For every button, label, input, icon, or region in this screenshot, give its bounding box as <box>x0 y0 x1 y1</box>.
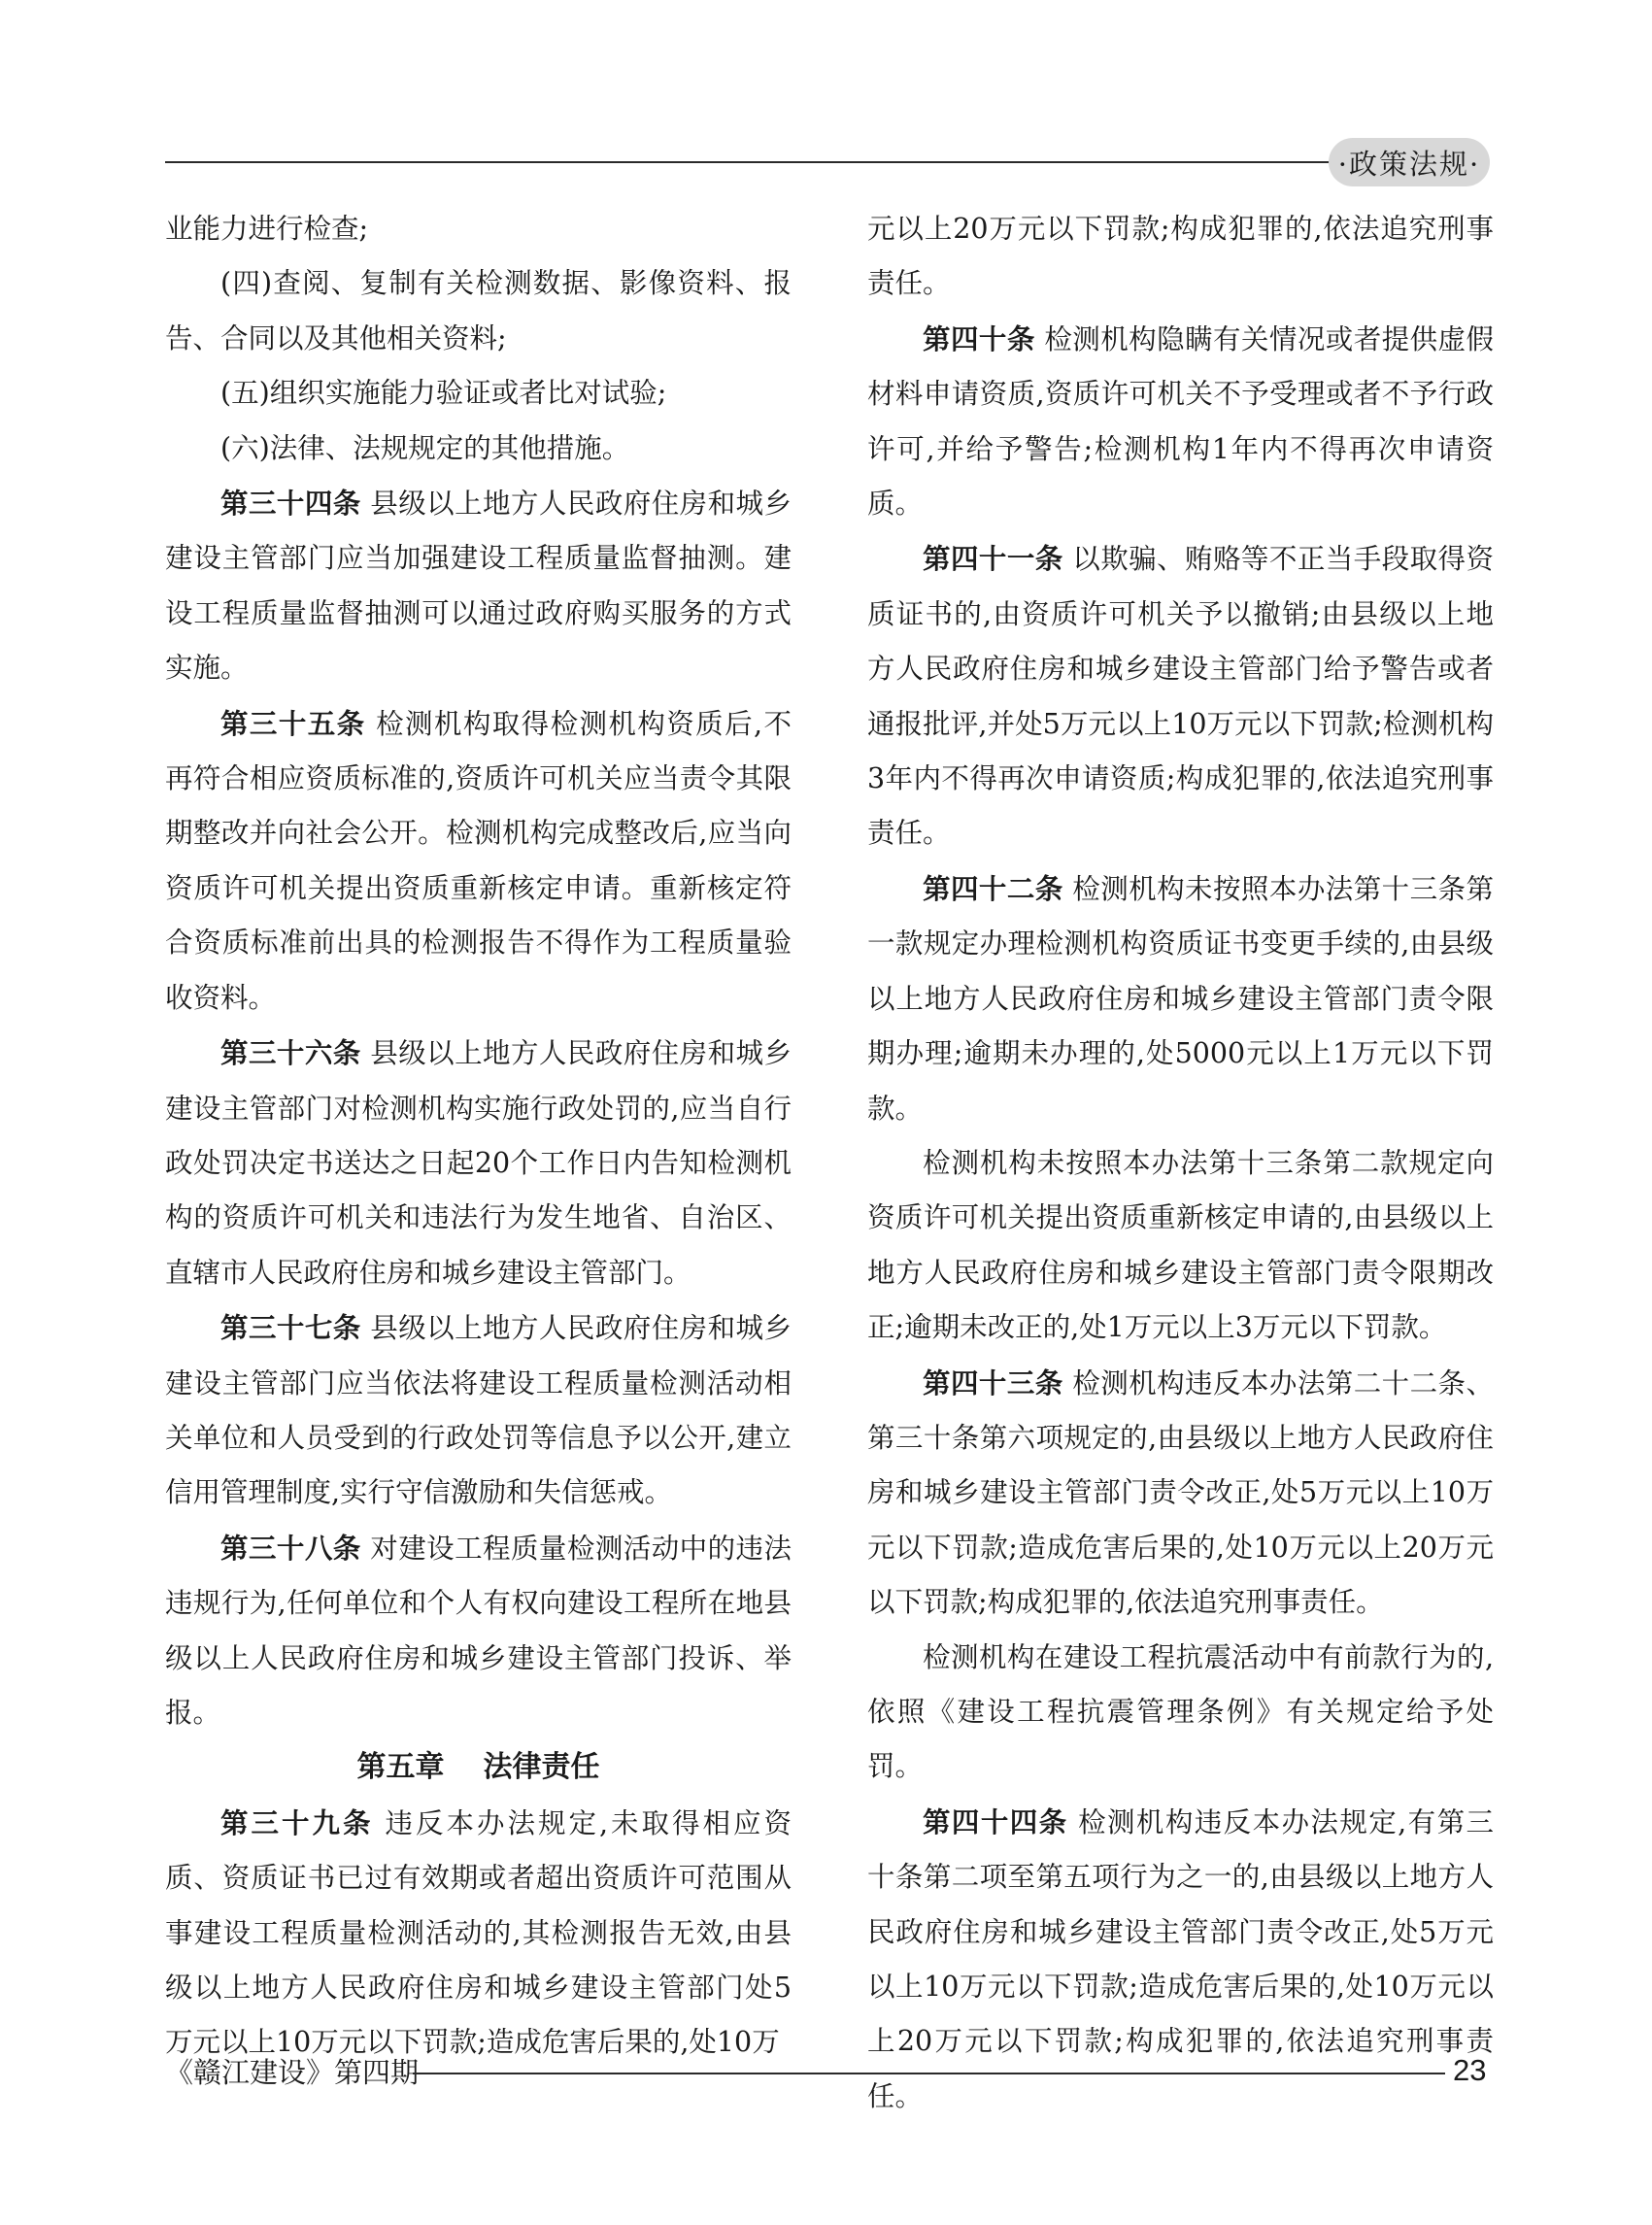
article-paragraph <box>165 1521 792 1741</box>
article-paragraph <box>165 476 792 696</box>
article-text: 检测机构取得检测机构资质后,不再符合相应资质标准的,资质许可机关应当责令其限期整改并向社会公开。检测机构完成整改后,应当向资质许可机关提出资质重新核定申请。重新核定符合资质标准前出具的检测报告不得作为工程质量验收资料。 <box>165 707 792 1014</box>
article-paragraph <box>165 696 792 1026</box>
section-badge: ·政策法规· <box>1329 138 1490 186</box>
body-paragraph: (四)查阅、复制有关检测数据、影像资料、报告、合同以及其他相关资料; <box>165 267 792 354</box>
article-paragraph <box>867 861 1494 1136</box>
article-paragraph <box>867 1356 1494 1631</box>
article-text: 县级以上地方人民政府住房和城乡建设主管部门对检测机构实施行政处罚的,应当自行政处罚决定书送达之日起20个工作日内告知检测机构的资质许可机关和违法行为发生地省、自治区、直辖市人民政府住房和城乡建设主管部门。 <box>165 1037 792 1289</box>
right-column <box>867 202 1494 2124</box>
body-paragraph: 元以上20万元以下罚款;构成犯罪的,依法追究刑事责任。 <box>867 213 1494 300</box>
article-text: 县级以上地方人民政府住房和城乡建设主管部门应当加强建设工程质量监督抽测。建设工程质量监督抽测可以通过政府购买服务的方式实施。 <box>165 488 792 685</box>
body-paragraph: 检测机构在建设工程抗震活动中有前款行为的,依照《建设工程抗震管理条例》有关规定给予处罚。 <box>867 1640 1494 1783</box>
article-text: 违反本办法规定,未取得相应资质、资质证书已过有效期或者超出资质许可范围从事建设工程质量检测活动的,其检测报告无效,由县级以上地方人民政府住房和城乡建设主管部门处5万元以上10万元以下罚款;造成危害后果的,处10万 <box>165 1806 792 2059</box>
article-heading: 第三十七条 <box>220 1311 361 1345</box>
article-heading: 第四十三条 <box>923 1365 1063 1399</box>
journal-title: 《赣江建设》第四期 <box>165 2056 420 2089</box>
article-paragraph <box>867 312 1494 532</box>
article-heading: 第三十四条 <box>220 487 361 521</box>
article-heading: 第三十五条 <box>220 706 366 740</box>
body-paragraph: (五)组织实施能力验证或者比对试验; <box>220 377 667 410</box>
chapter-heading <box>165 1740 792 1795</box>
chapter-title: 法律责任 <box>483 1750 600 1785</box>
body-paragraph: 检测机构未按照本办法第十三条第二款规定向资质许可机关提出资质重新核定申请的,由县级以上地方人民政府住房和城乡建设主管部门责令限期改正;逾期未改正的,处1万元以上3万元以下罚款。 <box>867 1146 1494 1344</box>
article-text: 检测机构违反本办法规定,有第三十条第二项至第五项行为之一的,由县级以上地方人民政府住房和城乡建设主管部门责令改正,处5万元以上10万元以下罚款;造成危害后果的,处10万元以上20万元以下罚款;构成犯罪的,依法追究刑事责任。 <box>867 1805 1494 2112</box>
page-number: 23 <box>1453 2053 1487 2087</box>
article-paragraph <box>165 1796 792 2071</box>
article-paragraph <box>165 1300 792 1521</box>
article-text: 对建设工程质量检测活动中的违法违规行为,任何单位和个人有权向建设工程所在地县级以上人民政府住房和城乡建设主管部门投诉、举报。 <box>165 1532 792 1729</box>
article-heading: 第四十二条 <box>923 871 1063 905</box>
body-paragraph: (六)法律、法规规定的其他措施。 <box>220 431 630 464</box>
article-heading: 第四十条 <box>923 321 1035 355</box>
footer-rule <box>413 2073 1445 2074</box>
article-heading: 第三十九条 <box>220 1805 374 1839</box>
article-heading: 第三十六条 <box>220 1036 361 1070</box>
article-text: 县级以上地方人民政府住房和城乡建设主管部门应当依法将建设工程质量检测活动相关单位和人员受到的行政处罚等信息予以公开,建立信用管理制度,实行守信激励和失信惩戒。 <box>165 1312 792 1509</box>
body-paragraph: 业能力进行检查; <box>165 213 369 245</box>
article-text: 以欺骗、贿赂等不正当手段取得资质证书的,由资质许可机关予以撤销;由县级以上地方人民政府住房和城乡建设主管部门给予警告或者通报批评,并处5万元以上10万元以下罚款;检测机构3年内不得再次申请资质;构成犯罪的,依法追究刑事责任。 <box>867 543 1494 850</box>
article-text: 检测机构违反本办法第二十二条、第三十条第六项规定的,由县级以上地方人民政府住房和城乡建设主管部门责令改正,处5万元以上10万元以下罚款;造成危害后果的,处10万元以上20万元以下罚款;构成犯罪的,依法追究刑事责任。 <box>867 1366 1494 1619</box>
article-heading: 第四十一条 <box>923 542 1063 576</box>
article-paragraph <box>867 531 1494 860</box>
header-rule <box>165 161 1329 163</box>
article-paragraph <box>165 1026 792 1300</box>
article-text: 检测机构隐瞒有关情况或者提供虚假材料申请资质,资质许可机关不予受理或者不予行政许可,并给予警告;检测机构1年内不得再次申请资质。 <box>867 322 1494 521</box>
article-heading: 第四十四条 <box>923 1804 1068 1838</box>
article-text: 检测机构未按照本办法第十三条第一款规定办理检测机构资质证书变更手续的,由县级以上地方人民政府住房和城乡建设主管部门责令限期办理;逾期未办理的,处5000元以上1万元以下罚款。 <box>867 872 1494 1125</box>
chapter-number: 第五章 <box>356 1750 445 1785</box>
article-heading: 第三十八条 <box>220 1531 361 1565</box>
left-column <box>165 202 792 2071</box>
article-paragraph <box>867 1795 1494 2124</box>
